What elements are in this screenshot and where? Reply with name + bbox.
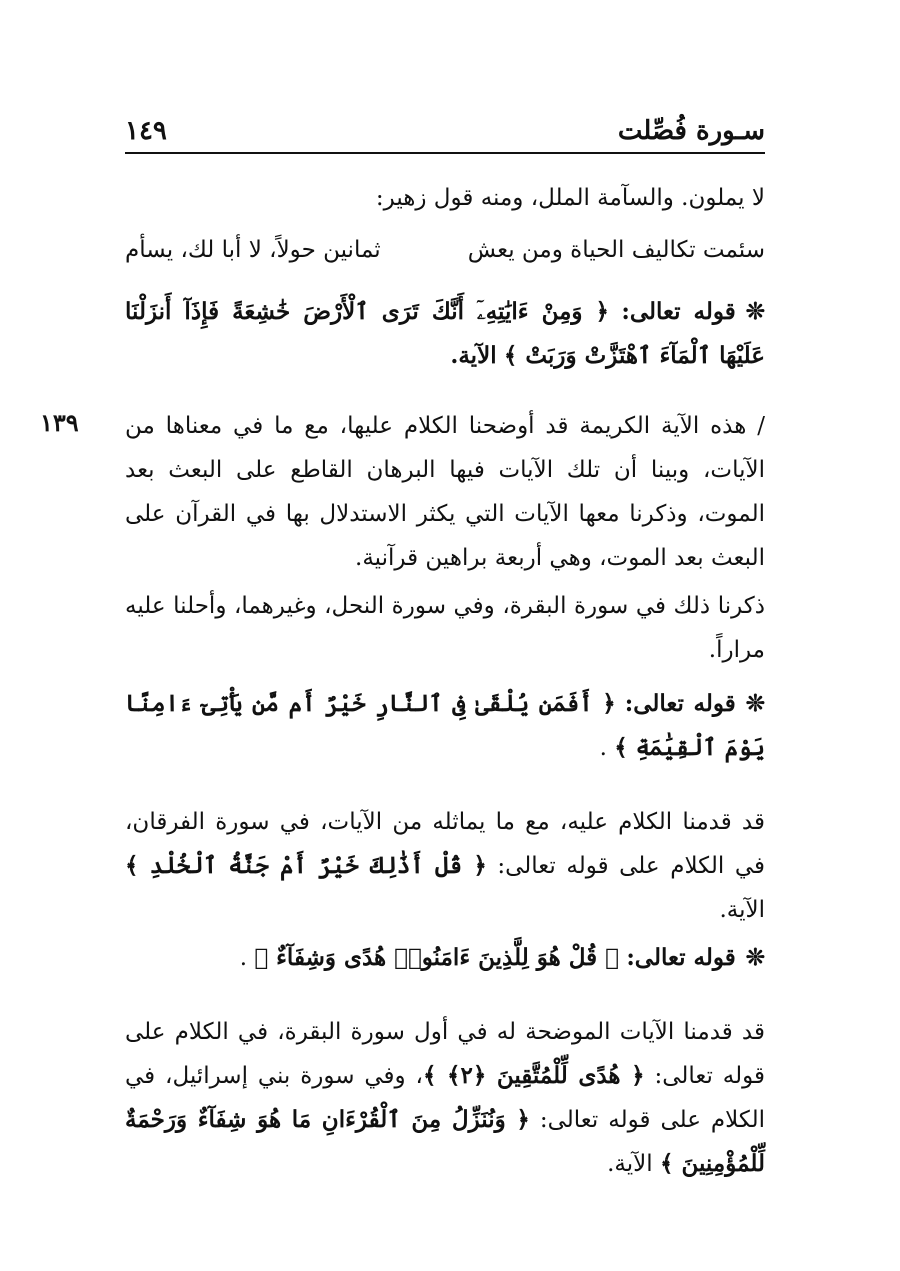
paragraph-text: ذكرنا ذلك في سورة البقرة، وفي سورة النحل، وغيرهما، وأحلنا عليه مراراً. <box>125 593 765 663</box>
paragraph-4 <box>125 1010 765 1186</box>
line-1 <box>125 176 765 220</box>
quran-verse: ﴿ قُلْ أَذَٰلِكَ خَيْرٌ أَمْ جَنَّةُ ٱلْخُلْدِ ﴾ <box>125 852 487 879</box>
paragraph-tail: الآية. <box>719 897 765 923</box>
paragraph-2 <box>125 584 765 672</box>
paragraph-tail: الآية. <box>607 1151 653 1177</box>
page-number: ١٤٩ <box>125 116 167 146</box>
verse-tail: . <box>599 735 607 761</box>
poem-verse <box>125 228 765 272</box>
page-header <box>125 108 765 154</box>
poem-hemistich-right: سئمت تكاليف الحياة ومن يعش <box>467 237 765 263</box>
star-marker-icon: ❊ <box>745 944 765 971</box>
paragraph-3 <box>125 800 765 932</box>
verse-lead: قوله تعالى: <box>626 944 736 971</box>
quran-verse: ﴿ وَمِنْ ءَايَٰتِهِۦٓ أَنَّكَ تَرَى ٱلْأَرْضَ خَٰشِعَةً فَإِذَآ أَنزَلْنَا عَلَيْهَا ٱلْمَآءَ ٱهْتَزَّتْ وَرَبَتْ ﴾ <box>125 298 765 369</box>
verse-lead: قوله تعالى: <box>624 690 736 717</box>
poem-hemistich-left: ثمانين حولاً، لا أبا لك، يسأم <box>125 237 381 263</box>
paragraph-1 <box>125 404 765 580</box>
quran-verse: ﴿ قُلْ هُوَ لِلَّذِينَ ءَامَنُوا۟ هُدًى وَشِفَآءٌ ﴾ <box>254 944 619 971</box>
verse-tail: . <box>239 945 247 971</box>
verse-block-2 <box>125 682 765 770</box>
verse-tail: الآية. <box>450 342 497 369</box>
paragraph-text: قد قدمنا الآيات الموضحة له في أول سورة البقرة، في الكلام على قوله تعالى: <box>125 1019 765 1089</box>
verse-lead: قوله تعالى: <box>621 298 736 325</box>
paragraph-text: قد قدمنا الكلام عليه، مع ما يماثله من الآيات، في سورة الفرقان، في الكلام على قوله تعالى: <box>125 809 765 879</box>
quran-verse: ﴿ وَنُنَزِّلُ مِنَ ٱلْقُرْءَانِ مَا هُوَ شِفَآءٌ وَرَحْمَةٌ لِّلْمُؤْمِنِينَ ﴾ <box>125 1106 765 1177</box>
star-marker-icon: ❊ <box>745 298 765 325</box>
quran-verse: ﴿ هُدًى لِّلْمُتَّقِينَ ﴿٢﴾ ﴾ <box>422 1062 645 1089</box>
verse-block-3 <box>125 936 765 980</box>
star-marker-icon: ❊ <box>745 690 765 717</box>
paragraph-text: ، وفي سورة بني إسرائيل، في الكلام على قوله تعالى: <box>125 1063 765 1133</box>
surah-title: سـورة فُصِّلت <box>617 116 765 146</box>
verse-block-1 <box>125 290 765 378</box>
paragraph-text: / هذه الآية الكريمة قد أوضحنا الكلام عليها، مع ما في معناها من الآيات، وبينا أن تلك الآيات فيها البرهان القاطع على البعث بعد الموت، وذكرنا معها الآيات التي يكثر الاستدلال بها في القرآن على البعث بعد الموت، وهي أربعة براهين قرآنية. <box>125 413 765 571</box>
text-line: لا يملون. والسآمة الملل، ومنه قول زهير: <box>375 185 765 211</box>
margin-page-ref: ١٣٩ <box>40 408 79 437</box>
quran-verse: ﴿ أَفَمَن يُلْقَىٰ فِى ٱلنَّارِ خَيْرٌ أَم مَّن يَأْتِىٓ ءَامِنًا يَوْمَ ٱلْقِيَٰمَةِ ﴾ <box>125 690 765 761</box>
